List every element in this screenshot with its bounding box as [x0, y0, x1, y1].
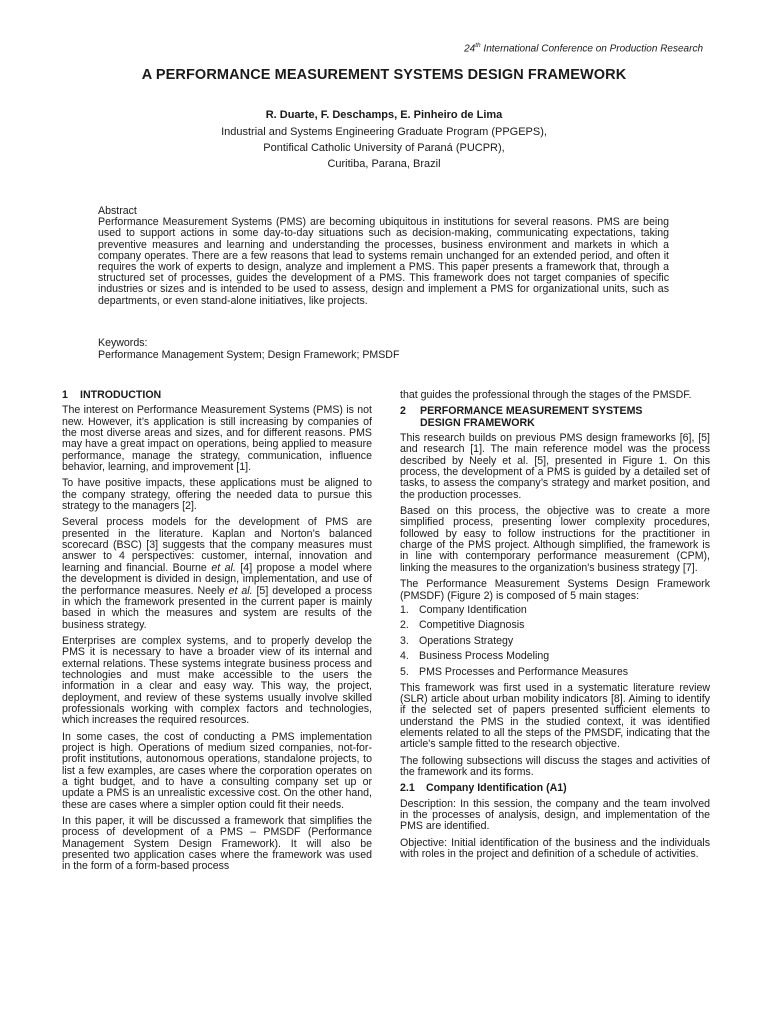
affiliation-line: Pontifical Catholic University of Paraná (PUCPR), — [263, 142, 505, 154]
subsection-number: 2.1 — [400, 782, 415, 795]
paragraph: This research builds on previous PMS design frameworks [6], [5] and research [1]. The main reference model was the process described by Neely et al. [5], presented in Figure 1. On this process, the development of a PMS is guided by a detailed set of tasks, to assess the company’s strategy and market position, and the production processes. — [400, 432, 710, 501]
keywords — [98, 337, 669, 361]
paragraph: In this paper, it will be discussed a framework that simplifies the process of development of a PMS – PMSDF (Performance Management System Design Framework). It will also be presented two application cases where the framework was used in the form of a form-based process — [62, 815, 372, 873]
section-title: PERFORMANCE MEASUREMENT SYSTEMS DESIGN FRAMEWORK — [420, 405, 643, 429]
keywords-text: Performance Management System; Design Framework; PMSDF — [98, 349, 400, 361]
list-item: 3. Operations Strategy — [400, 634, 514, 647]
paragraph: Objective: Initial identification of the business and the individuals with roles in the project and definition of a schedule of activities. — [400, 836, 710, 860]
paragraph: This framework was first used in a systematic literature review (SLR) article about urban mobility indicators [8]. Aiming to identify if the selected set of papers presented sufficient elements to understand the PMS in the studied context, it was identified elements related to all the steps of the PMSDF, indicating that the article's sample fitted to the research objective. — [400, 681, 710, 751]
affiliation — [0, 124, 768, 172]
section-number: 1 — [62, 389, 68, 401]
list-item: 4. Business Process Modeling — [400, 650, 550, 663]
left-column — [62, 390, 372, 878]
paragraph: In some cases, the cost of conducting a PMS implementation project is high. Operations of medium sized companies, not-for-profit institutions, autonomous operations, standalone projects, to list a few examples, are cases where the corporation operates on a tight budget, and to have a consulting company set up or update a PMS is an unrealistic excessive cost. On the other hand, these are cases where a simpler option could fit their needs. — [62, 730, 372, 811]
right-column — [400, 390, 710, 865]
abstract-heading: Abstract — [98, 205, 137, 217]
paragraph: The interest on Performance Measurement Systems (PMS) is not new. However, it’s application is still increasing by companies of the most diverse areas and sizes, and for different reasons. PMS may have a great impact on operations, being applied to measure performance, manage the strategy, communication, influence behavior, learning, and improvement [1]. — [62, 404, 372, 474]
abstract — [98, 206, 669, 307]
paragraph: Several process models for the development of PMS are presented in the literature. Kaplan and Norton’s balanced scorecard (BSC) [3] suggests that the company measures must answer to 4 perspectives: customer, internal, innovation and learning and financial. Bourne et al. [4] propose a model where the development is divided in design, implementation, and use of the performance measures. Neely et al. [5] developed a process in which the framework presented in the current paper is mainly based in which the measures and system are results of the business strategy. — [62, 516, 372, 631]
paragraph: The Performance Measurement Systems Design Framework (PMSDF) (Figure 2) is composed of 5 main stages: — [400, 578, 710, 602]
list-item: 5. PMS Processes and Performance Measures — [400, 665, 629, 678]
section-title: INTRODUCTION — [80, 389, 162, 401]
paper-authors: R. Duarte, F. Deschamps, E. Pinheiro de Lima — [265, 109, 503, 121]
subsection-heading — [400, 783, 710, 794]
list-item: 1. Company Identification — [400, 603, 527, 616]
paragraph: Based on this process, the objective was to create a more simplified process, presenting lower complexity procedures, followed by easy to follow instructions for the practitioner in charge of the PMS project. Although simplified, the framework is in line with contemporary performance measurement (CPM), linking the measures to the organization's business strategy [7]. — [400, 505, 710, 574]
section-heading — [62, 390, 372, 401]
paragraph: Enterprises are complex systems, and to properly develop the PMS it is necessary to have a broader view of its internal and external relations. These systems integrate business process and technologies and must make accessible to the users the information in a clear and easy way. This way, the project, deployment, and review of these systems usually involve skilled professionals working with complex factors and technologies, which increases the required resources. — [62, 634, 372, 727]
subsection-title: Company Identification (A1) — [426, 782, 567, 795]
paragraph: To have positive impacts, these applications must be aligned to the company strategy, offering the needed data to pursue this strategy to the managers [2]. — [62, 477, 372, 513]
affiliation-line: Curitiba, Parana, Brazil — [327, 158, 441, 170]
paragraph: The following subsections will discuss the stages and activities of the framework and its forms. — [400, 754, 710, 778]
paper-title: A PERFORMANCE MEASUREMENT SYSTEMS DESIGN FRAMEWORK — [141, 67, 627, 83]
section-number: 2 — [400, 405, 406, 418]
paragraph: that guides the professional through the stages of the PMSDF. — [400, 389, 692, 401]
keywords-heading: Keywords: — [98, 337, 148, 349]
affiliation-line: Industrial and Systems Engineering Graduate Program (PPGEPS), — [221, 126, 547, 138]
abstract-text: Performance Measurement Systems (PMS) are becoming ubiquitous in institutions for several reasons. PMS are being used to support actions in some day-to-day situations such as decision-making, communicating expectations, taking preventive measures and learning and understanding the processes, business environment and markets in which a company operates. There are a few reasons that lead to systems remain unchanged for an extended period, and often it requires the work of experts to design, analyze and implement a PMS. This paper presents a framework that, through a structured set of processes, guides the development of a PMS. This framework does not target companies of specific industries or sizes and is intended to be used to assess, design and implement a PMS for organizational units, such as departments, or even stand-alone initiatives, like projects. — [98, 216, 669, 307]
list-item: 2. Competitive Diagnosis — [400, 619, 525, 632]
stages-list — [400, 605, 710, 678]
paragraph: Description: In this session, the company and the team involved in the processes of analysis, design, and implementation of the PMS are identified. — [400, 797, 710, 833]
section-heading — [400, 406, 710, 429]
conference-header: 24th International Conference on Production Research — [464, 42, 703, 55]
